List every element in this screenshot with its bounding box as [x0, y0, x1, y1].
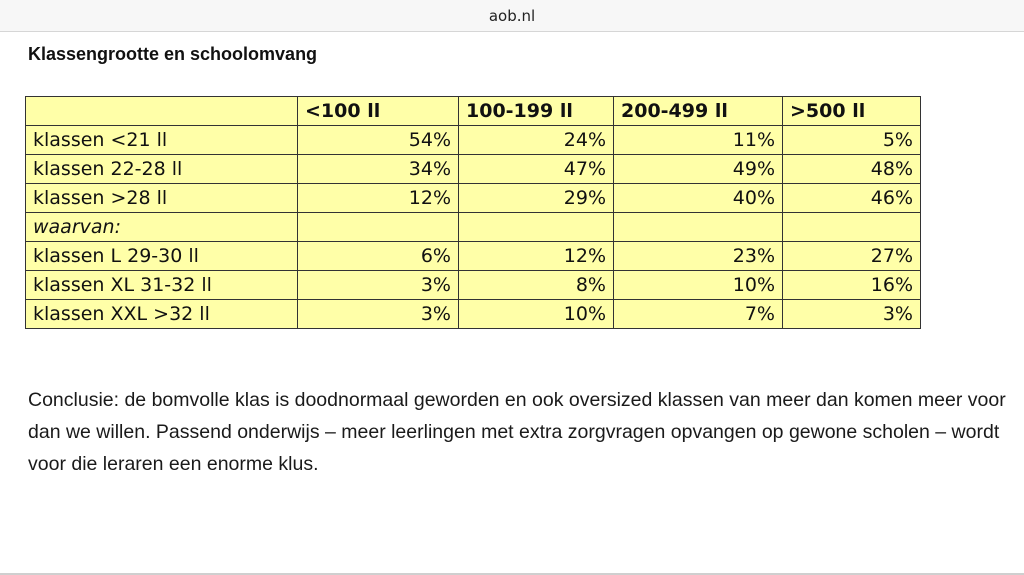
table-cell: 6% [298, 242, 459, 271]
table-cell: 10% [614, 271, 783, 300]
table-row [26, 126, 921, 155]
table-cell: 47% [459, 155, 614, 184]
table-cell: 48% [783, 155, 921, 184]
browser-address-bar[interactable] [0, 0, 1024, 32]
conclusion-paragraph: Conclusie: de bomvolle klas is doodnormaal geworden en ook oversized klassen van meer dan komen meer voor dan we willen. Passend onderwijs – meer leerlingen met extra zorgvragen opvangen op gewone scholen – wordt voor die leraren een enorme klus. [28, 389, 1006, 475]
table-header-cell: >500 ll [783, 97, 921, 126]
table-cell: 46% [783, 184, 921, 213]
class-size-table [25, 96, 921, 329]
table-cell [459, 213, 614, 242]
table-header-cell: 200-499 ll [614, 97, 783, 126]
table-cell: 24% [459, 126, 614, 155]
table-cell [298, 213, 459, 242]
table-header-cell: <100 ll [298, 97, 459, 126]
url-text[interactable]: aob.nl [488, 7, 536, 25]
table-cell: 3% [298, 271, 459, 300]
table-cell: 10% [459, 300, 614, 329]
table-cell: 49% [614, 155, 783, 184]
table-cell: 23% [614, 242, 783, 271]
table-cell: 11% [614, 126, 783, 155]
row-label: klassen L 29-30 ll [26, 242, 298, 271]
table-row [26, 271, 921, 300]
table-row [26, 184, 921, 213]
table-cell: 3% [298, 300, 459, 329]
table-row [26, 300, 921, 329]
row-label: waarvan: [26, 213, 298, 242]
table-cell [783, 213, 921, 242]
table-cell: 29% [459, 184, 614, 213]
table-cell [614, 213, 783, 242]
table-cell: 8% [459, 271, 614, 300]
table-cell: 5% [783, 126, 921, 155]
table-cell: 7% [614, 300, 783, 329]
table-header-cell [26, 97, 298, 126]
table-header-row [26, 97, 921, 126]
table-cell: 34% [298, 155, 459, 184]
table-cell: 40% [614, 184, 783, 213]
table-header-cell: 100-199 ll [459, 97, 614, 126]
table-cell: 3% [783, 300, 921, 329]
row-label: klassen >28 ll [26, 184, 298, 213]
row-label: klassen 22-28 ll [26, 155, 298, 184]
table-cell: 12% [459, 242, 614, 271]
table-row [26, 213, 921, 242]
table-row [26, 242, 921, 271]
table-cell: 12% [298, 184, 459, 213]
table-row [26, 155, 921, 184]
row-label: klassen <21 ll [26, 126, 298, 155]
row-label: klassen XXL >32 ll [26, 300, 298, 329]
page-title: Klassengrootte en schoolomvang [28, 44, 318, 64]
table-cell: 16% [783, 271, 921, 300]
table-cell: 54% [298, 126, 459, 155]
row-label: klassen XL 31-32 ll [26, 271, 298, 300]
table-cell: 27% [783, 242, 921, 271]
